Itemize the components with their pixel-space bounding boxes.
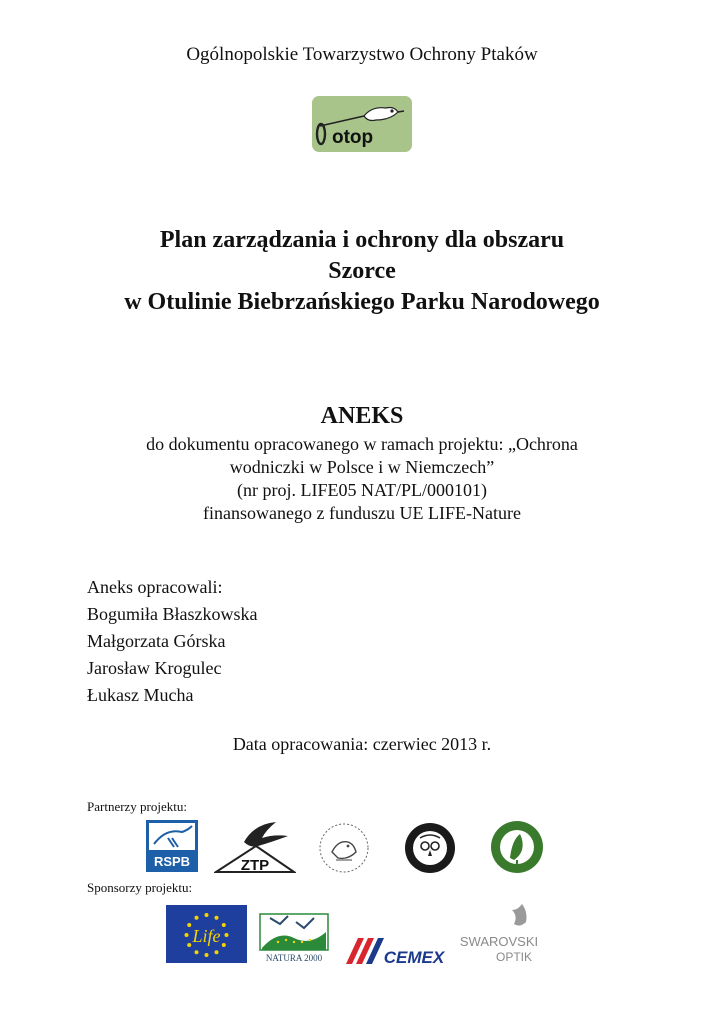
optik-logo-text: OPTIK [495, 950, 533, 964]
otop-logo-text: otop [332, 127, 374, 148]
title-line-1: Plan zarządzania i ochrony dla obszaru [159, 227, 565, 253]
sponsors-label: Sponsorzy projektu: [87, 880, 193, 895]
rspb-logo [146, 820, 198, 872]
foerderverein-seal [318, 822, 370, 874]
ztp-logo [214, 820, 296, 874]
annex-line-4: finansowanego z funduszu UE LIFE-Nature [203, 503, 521, 523]
biebrza-park-seal [490, 820, 544, 874]
author-name: Bogumiła Błaszkowska [87, 604, 258, 624]
partners-label: Partnerzy projektu: [87, 799, 187, 814]
annex-line-3: (nr proj. LIFE05 NAT/PL/000101) [237, 480, 487, 500]
cemex-logo [344, 932, 450, 966]
annex-heading: ANEKS [320, 403, 404, 429]
rspb-logo-text: RSPB [153, 854, 191, 869]
authors-label: Aneks opracowali: [87, 577, 223, 597]
eu-life-logo [166, 905, 247, 963]
authors-block [87, 574, 257, 709]
life-logo-text: Life [192, 926, 221, 946]
swarovski-optik-logo [458, 900, 540, 964]
natura-logo-text: NATURA 2000 [265, 953, 323, 963]
title-line-3: w Otulinie Biebrzańskiego Parku Narodowego [124, 289, 600, 315]
organization-name: Ogólnopolskie Towarzystwo Ochrony Ptaków [186, 44, 538, 65]
preparation-date: Data opracowania: czerwiec 2013 r. [232, 734, 492, 754]
ptop-seal [404, 822, 456, 874]
author-name: Jarosław Krogulec [87, 658, 222, 678]
document-title [0, 225, 724, 318]
title-line-2: Szorce [328, 258, 396, 284]
annex-line-1: do dokumentu opracowanego w ramach projektu: „Ochrona [146, 434, 578, 454]
otop-logo [312, 96, 412, 152]
cemex-logo-text: CEMEX [383, 948, 445, 966]
author-name: Łukasz Mucha [87, 685, 194, 705]
annex-line-2: wodniczki w Polsce i w Niemczech” [229, 457, 495, 477]
annex-description [0, 433, 724, 525]
author-name: Małgorzata Górska [87, 631, 226, 651]
natura-2000-logo [258, 904, 330, 964]
ztp-logo-text: ZTP [240, 857, 270, 874]
swarovski-logo-text: SWAROVSKI [459, 934, 539, 949]
